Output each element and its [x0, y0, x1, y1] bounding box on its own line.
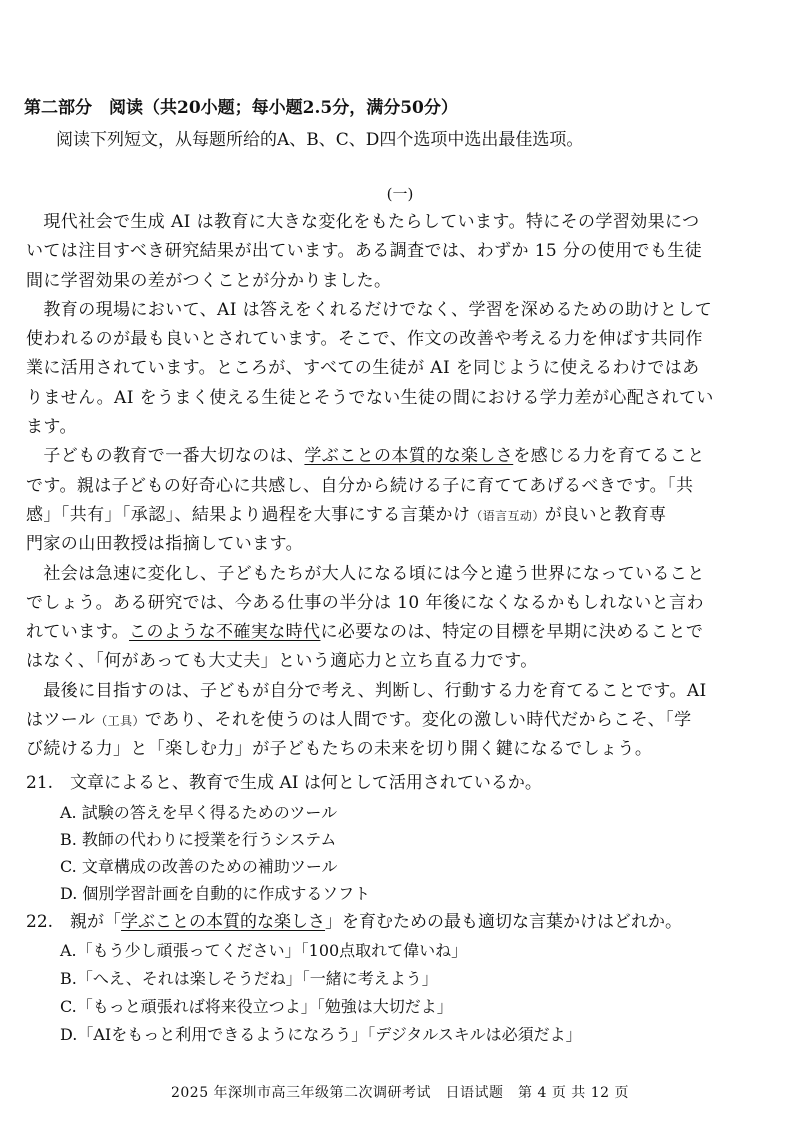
p5-text: はツール [26, 710, 96, 731]
underlined-phrase: 学ぶことの本質的な楽しさ [121, 912, 326, 932]
paragraph-4-line: はなく、「何があっても大丈夫」という適応力と立ち直る力です。 [26, 651, 538, 672]
passage-number: (一) [386, 185, 414, 203]
p3-text: を感じる力を育てること [513, 446, 705, 467]
question-21-option-b: B. 教師の代わりに授業を行うシステム [60, 830, 337, 849]
paragraph-4-line [26, 622, 768, 651]
section-instruction: 阅读下列短文，从每题所给的A、B、C、D四个选项中选出最佳选项。 [56, 130, 584, 150]
paragraph-2-line: 教育の現場において、AI は答えをくれるだけでなく、学習を深めるための助けとして [26, 299, 713, 320]
p5-text: であり、それを使うのは人間です。変化の激しい時代だからこそ、「学 [144, 710, 692, 731]
chinese-gloss: （语言互动） [470, 508, 545, 523]
p3-text: 感」「共有」「承認」、結果より過程を大事にする言葉かけ [26, 504, 471, 525]
p3-text: が良いと教育専 [544, 504, 667, 525]
q22-text: 22. 親が「 [26, 912, 122, 932]
question-21-option-c: C. 文章構成の改善のための補助ツール [60, 857, 338, 876]
paragraph-4-line: 社会は急速に変化し、子どもたちが大人になる頃には今と違う世界になっていること [26, 563, 705, 584]
page-footer: 2025 年深圳市高三年级第二次调研考试 日语试题 第 4 页 共 12 页 [170, 1085, 630, 1101]
chinese-gloss: （工具） [95, 714, 145, 729]
question-22-option-c: C.「もっと頑張れば将来役立つよ」「勉強は大切だよ」 [60, 997, 453, 1016]
paragraph-5-line: び続ける力」と「楽しむ力」が子どもたちの未来を切り開く鍵になるでしょう。 [26, 739, 653, 760]
paragraph-5-line [26, 710, 768, 739]
underlined-phrase: このような不確実な時代 [129, 622, 321, 643]
paragraph-5-line: 最後に目指すのは、子どもが自分で考え、判断し、行動する力を育てることです。AI [26, 680, 707, 701]
passage-body [26, 212, 768, 769]
question-22-option-a: A.「もう少し頑張ってください」「100点取れて偉いね」 [60, 941, 468, 960]
section-title: 第二部分 阅读（共20小题；每小题2.5分，满分50分） [24, 98, 458, 118]
paragraph-2-line: 使われるのが最も良いとされています。そこで、作文の改善や考える力を伸ばす共同作 [26, 329, 703, 350]
p4-text: に必要なのは、特定の目標を早期に決めることで [320, 622, 704, 643]
question-22-option-b: B.「へえ、それは楽しそうだね」「一緒に考えよう」 [60, 969, 438, 988]
paragraph-1-line: いては注目すべき研究結果が出ています。ある調査では、わずか 15 分の使用でも生徒 [26, 241, 703, 262]
underlined-phrase: 学ぶことの本質的な楽しさ [304, 446, 514, 467]
question-22-stem [26, 912, 682, 932]
paragraph-2-line: ます。 [26, 417, 77, 438]
paragraph-3-line [26, 505, 768, 534]
q22-text: 」を育むための最も適切な言葉かけはどれか。 [325, 912, 683, 932]
p4-text: れています。 [26, 622, 130, 643]
p3-text: 子どもの教育で一番大切なのは、 [26, 446, 305, 467]
paragraph-3-line: です。親は子どもの好奇心に共感し、自分から続ける子に育ててあげるべきです。「共 [26, 475, 694, 496]
paragraph-3-line [26, 446, 768, 475]
question-21-option-d: D. 個別学習計画を自動的に作成するソフト [60, 884, 371, 903]
question-21-option-a: A. 試験の答えを早く得るためのツール [60, 803, 338, 822]
paragraph-2-line: 業に活用されています。ところが、すべての生徒が AI を同じように使えるわけではあ [26, 358, 700, 379]
paragraph-3-line: 門家の山田教授は指摘しています。 [26, 534, 304, 555]
paragraph-2-line: りません。AI をうまく使える生徒とそうでない生徒の間における学力差が心配されてい [26, 387, 714, 408]
paragraph-1-line: 間に学習効果の差がつくことが分かりました。 [26, 270, 392, 291]
paragraph-4-line: でしょう。ある研究では、今ある仕事の半分は 10 年後になくなるかもしれないと言わ [26, 592, 704, 613]
paragraph-1-line: 現代社会で生成 AI は教育に大きな変化をもたらしています。特にその学習効果につ [26, 212, 700, 232]
question-22-option-d: D.「AIをもっと利用できるようになろう」「デジタルスキルは必須だよ」 [60, 1025, 582, 1044]
question-21-stem: 21. 文章によると、教育で生成 AI は何として活用されているか。 [26, 773, 542, 793]
